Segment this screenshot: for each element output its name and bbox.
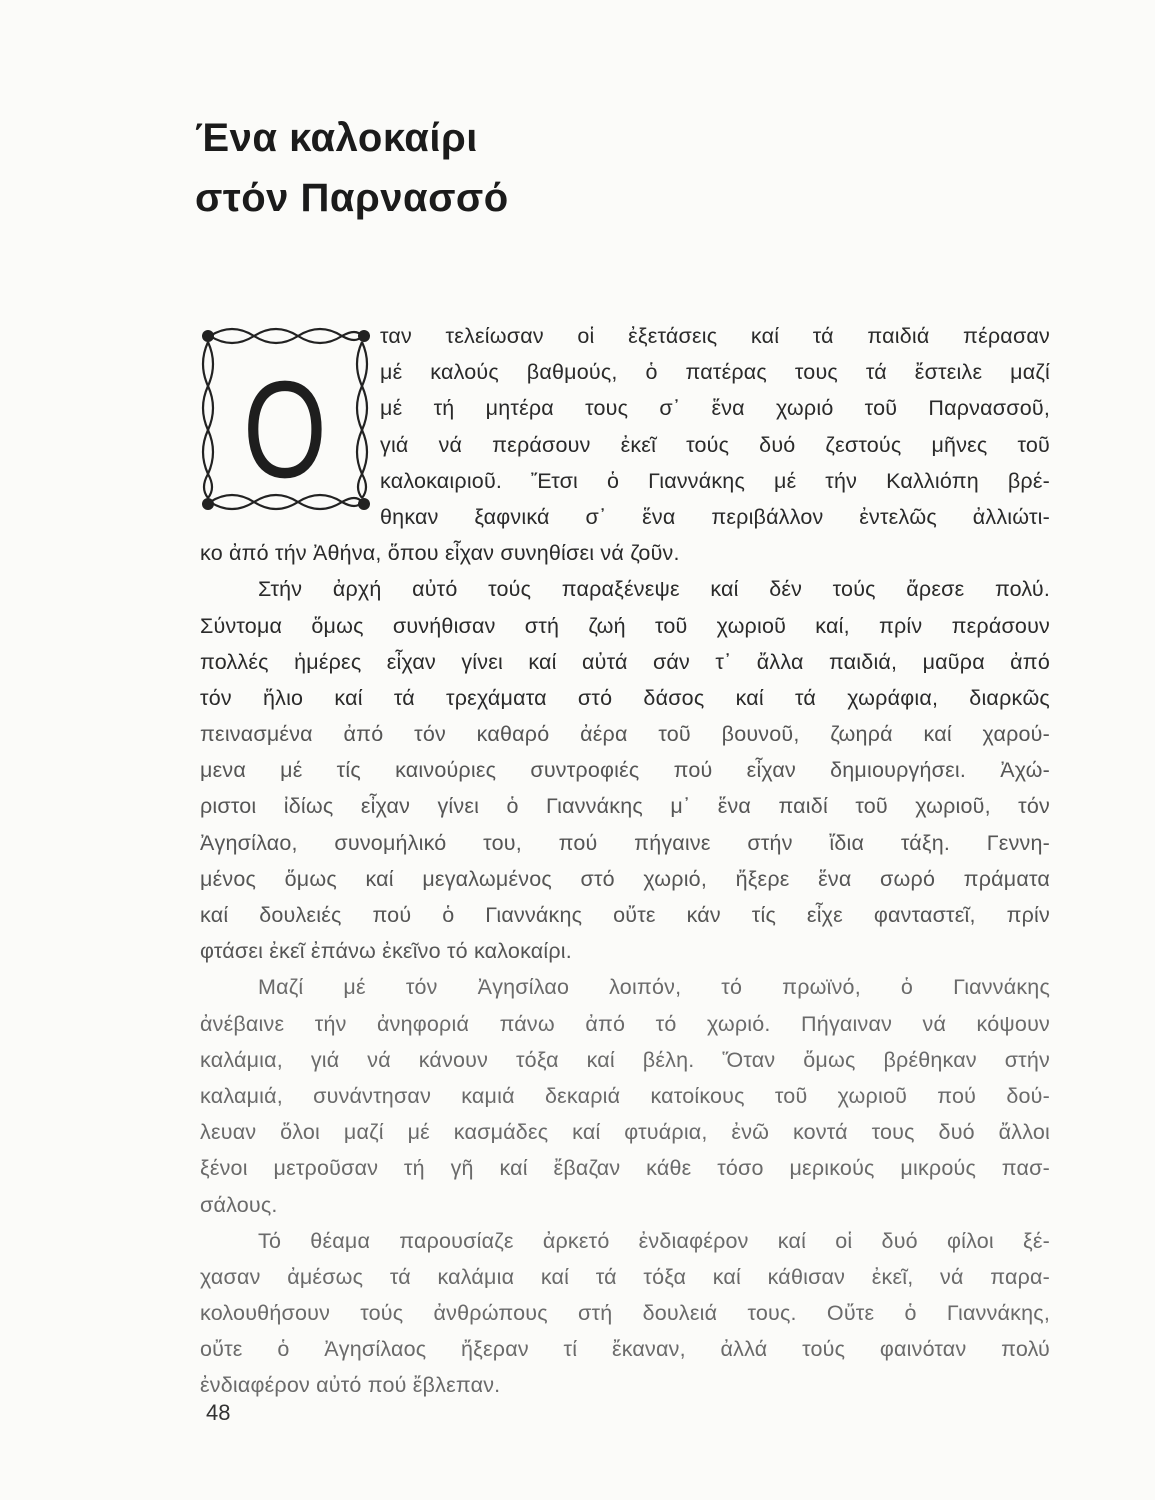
text-line: χασαν ἀμέσως τά καλάμια καί τά τόξα καί κάθισαν ἐκεῖ, νά παρα- — [200, 1264, 1050, 1289]
text-line: οὔτε ὁ Ἀγησίλαος ἤξεραν τί ἔκαναν, ἀλλά τούς φαινόταν πολύ — [200, 1337, 1050, 1362]
text-line: τόν ἥλιο καί τά τρεχάματα στό δάσος καί τά χωράφια, διαρκῶς — [200, 685, 1050, 710]
drop-cap-letter: Ο — [243, 353, 327, 508]
text-line: μέ καλούς βαθμούς, ὁ πατέρας τους τά ἔστειλε μαζί — [380, 360, 1050, 385]
text-line: φτάσει ἐκεῖ ἐπάνω ἐκεῖνο τό καλοκαίρι. — [200, 939, 572, 964]
text-line: πολλές ἡμέρες εἶχαν γίνει καί αὐτά σάν τ᾿ ἄλλα παιδιά, μαῦρα ἀπό — [200, 649, 1050, 674]
text-line: Μαζί μέ τόν Ἀγησίλαο λοιπόν, τό πρωϊνό, ὁ Γιαννάκης — [258, 975, 1050, 1000]
text-line: θηκαν ξαφνικά σ᾿ ἕνα περιβάλλον ἐντελῶς ἀλλιώτι- — [380, 504, 1050, 529]
text-line: καί δουλειές πού ὁ Γιαννάκης οὔτε κάν τίς εἶχε φανταστεῖ, πρίν — [200, 903, 1050, 927]
text-line: ξένοι μετροῦσαν τή γῆ καί ἔβαζαν κάθε τόσο μερικούς μικρούς πασ- — [200, 1156, 1050, 1181]
paragraph-2 — [200, 571, 1050, 969]
paragraph-3 — [200, 969, 1050, 1222]
text-line: Τό θέαμα παρουσίαζε ἀρκετό ἐνδιαφέρον καί οἱ δυό φίλοι ξέ- — [258, 1228, 1050, 1253]
paragraph-4 — [200, 1223, 1050, 1404]
text-line: μενα μέ τίς καινούριες συντροφιές πού εἶχαν δημιουργήσει. Ἀχώ- — [200, 758, 1050, 783]
body-text — [200, 318, 1050, 1404]
text-line: Ἀγησίλαο, συνομήλικό του, πού πήγαινε στήν ἴδια τάξη. Γεννη- — [200, 830, 1050, 855]
text-line: μέ τή μητέρα τους σ᾿ ἕνα χωριό τοῦ Παρνασσοῦ, — [380, 396, 1050, 421]
text-line: λευαν ὅλοι μαζί μέ κασμάδες καί φτυάρια, ἐνῶ κοντά τους δυό ἄλλοι — [200, 1120, 1050, 1145]
text-line: σάλους. — [200, 1192, 278, 1217]
chapter-title-line-1: Ένα καλοκαίρι — [195, 116, 478, 160]
text-line: καλοκαιριοῦ. Ἔτσι ὁ Γιαννάκης μέ τήν Καλλιόπη βρέ- — [380, 468, 1050, 493]
text-line: κο ἀπό τήν Ἀθήνα, ὅπου εἶχαν συνηθίσει νά ζοῦν. — [200, 541, 680, 566]
paragraph-1 — [200, 318, 1050, 571]
chapter-title — [195, 108, 509, 228]
text-line: μένος ὅμως καί μεγαλωμένος στό χωριό, ἤξερε ἕνα σωρό πράματα — [200, 866, 1050, 891]
text-line: πεινασμένα ἀπό τόν καθαρό ἀέρα τοῦ βουνοῦ, ζωηρά καί χαρού- — [200, 722, 1050, 747]
text-line: γιά νά περάσουν ἐκεῖ τούς δυό ζεστούς μῆνες τοῦ — [380, 432, 1050, 457]
text-line: ἐνδιαφέρον αὐτό πού ἔβλεπαν. — [200, 1373, 501, 1398]
text-line: καλάμια, γιά νά κάνουν τόξα καί βέλη. Ὅταν ὅμως βρέθηκαν στήν — [200, 1047, 1050, 1072]
text-line: ταν τελείωσαν οἱ ἐξετάσεις καί τά παιδιά πέρασαν — [380, 324, 1050, 348]
page-number: 48 — [206, 1400, 231, 1425]
text-line: ἀνέβαινε τήν ἀνηφοριά πάνω ἀπό τό χωριό. Πήγαιναν νά κόψουν — [200, 1011, 1050, 1036]
text-line: καλαμιά, συνάντησαν καμιά δεκαριά κατοίκους τοῦ χωριοῦ πού δού- — [200, 1083, 1050, 1108]
text-line: ριστοι ἰδίως εἶχαν γίνει ὁ Γιαννάκης μ᾿ ἕνα παιδί τοῦ χωριοῦ, τόν — [200, 794, 1050, 819]
text-line: Στήν ἀρχή αὐτό τούς παραξένεψε καί δέν τούς ἄρεσε πολύ. — [258, 577, 1050, 602]
chapter-title-line-2: στόν Παρνασσό — [195, 176, 509, 220]
text-line: Σύντομα ὅμως συνήθισαν στή ζωή τοῦ χωριοῦ καί, πρίν περάσουν — [200, 613, 1050, 638]
text-line: κολουθήσουν τούς ἀνθρώπους στή δουλειά τους. Οὔτε ὁ Γιαννάκης, — [200, 1301, 1050, 1326]
